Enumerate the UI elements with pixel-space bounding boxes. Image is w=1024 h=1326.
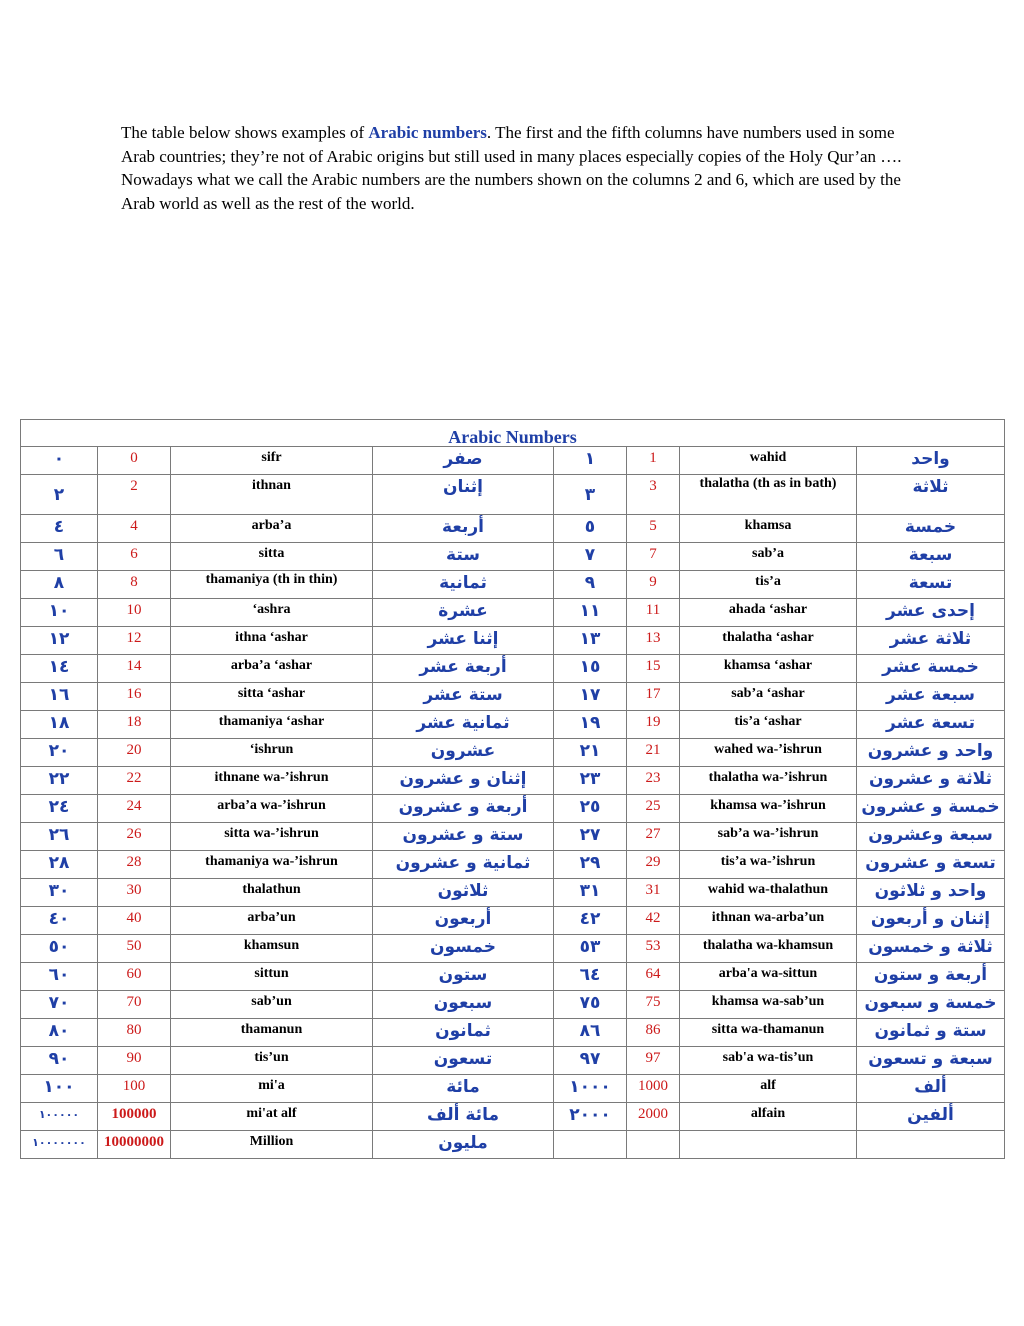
right-western-arabic-numeral: 42 [627,907,680,935]
right-eastern-arabic-numeral: ٦٤ [554,963,627,991]
left-western-arabic-numeral: 10 [98,599,171,627]
left-transliteration: thamaniya ‘ashar [171,711,373,739]
right-western-arabic-numeral: 27 [627,823,680,851]
left-transliteration: thalathun [171,879,373,907]
left-transliteration: sitta wa-’ishrun [171,823,373,851]
right-western-arabic-numeral: 1 [627,447,680,475]
left-arabic-word: إثنان و عشرون [373,767,554,795]
right-eastern-arabic-numeral: ٥٣ [554,935,627,963]
left-transliteration: tis’un [171,1047,373,1075]
left-eastern-arabic-numeral: ٩٠ [21,1047,98,1075]
right-transliteration: alfain [680,1103,857,1131]
intro-text-start: The table below shows examples of [121,123,369,142]
right-eastern-arabic-numeral: ٢٧ [554,823,627,851]
right-eastern-arabic-numeral: ٢٥ [554,795,627,823]
right-eastern-arabic-numeral: ٤٢ [554,907,627,935]
right-eastern-arabic-numeral: ١٩ [554,711,627,739]
table-row [21,851,1005,879]
right-transliteration: wahid wa-thalathun [680,879,857,907]
left-western-arabic-numeral: 100000 [98,1103,171,1131]
left-eastern-arabic-numeral: ٥٠ [21,935,98,963]
left-transliteration: thamanun [171,1019,373,1047]
table-row [21,823,1005,851]
arabic-numbers-table [20,419,1005,1159]
right-arabic-word: أربعة و ستون [857,963,1005,991]
left-arabic-word: ثمانون [373,1019,554,1047]
right-arabic-word: تسعة [857,571,1005,599]
left-arabic-word: ستة [373,543,554,571]
right-arabic-word: إحدى عشر [857,599,1005,627]
table-row [21,767,1005,795]
left-western-arabic-numeral: 6 [98,543,171,571]
table-row [21,571,1005,599]
left-transliteration: sittun [171,963,373,991]
left-western-arabic-numeral: 0 [98,447,171,475]
left-eastern-arabic-numeral: ٤٠ [21,907,98,935]
right-transliteration: thalatha (th as in bath) [680,475,857,515]
left-transliteration: sitta [171,543,373,571]
left-eastern-arabic-numeral: ٨ [21,571,98,599]
left-transliteration: ithnan [171,475,373,515]
right-transliteration: wahed wa-’ishrun [680,739,857,767]
right-transliteration: tis’a ‘ashar [680,711,857,739]
right-transliteration: sab’a [680,543,857,571]
table-row [21,1103,1005,1131]
right-western-arabic-numeral: 5 [627,515,680,543]
left-western-arabic-numeral: 50 [98,935,171,963]
left-eastern-arabic-numeral: ١٦ [21,683,98,711]
left-transliteration: mi'a [171,1075,373,1103]
right-arabic-word: ألفين [857,1103,1005,1131]
left-western-arabic-numeral: 16 [98,683,171,711]
right-transliteration: thalatha ‘ashar [680,627,857,655]
right-eastern-arabic-numeral: ٧٥ [554,991,627,1019]
left-arabic-word: تسعون [373,1047,554,1075]
left-western-arabic-numeral: 14 [98,655,171,683]
right-transliteration: ahada ‘ashar [680,599,857,627]
right-arabic-word: واحد و ثلاثون [857,879,1005,907]
table-title-row [21,420,1005,447]
right-arabic-word: سبعة وعشرون [857,823,1005,851]
left-transliteration: ‘ishrun [171,739,373,767]
right-western-arabic-numeral: 11 [627,599,680,627]
right-transliteration: sab’a ‘ashar [680,683,857,711]
left-transliteration: thamaniya wa-’ishrun [171,851,373,879]
table-row [21,683,1005,711]
table-row [21,711,1005,739]
right-eastern-arabic-numeral: ١٠٠٠ [554,1075,627,1103]
right-transliteration: sab'a wa-tis’un [680,1047,857,1075]
left-transliteration: sab’un [171,991,373,1019]
left-western-arabic-numeral: 70 [98,991,171,1019]
left-eastern-arabic-numeral: ٦ [21,543,98,571]
right-western-arabic-numeral: 31 [627,879,680,907]
right-arabic-word: ثلاثة [857,475,1005,515]
right-arabic-word: تسعة عشر [857,711,1005,739]
left-western-arabic-numeral: 4 [98,515,171,543]
left-western-arabic-numeral: 10000000 [98,1131,171,1159]
right-western-arabic-numeral: 1000 [627,1075,680,1103]
right-transliteration: alf [680,1075,857,1103]
left-eastern-arabic-numeral: ١٠ [21,599,98,627]
left-arabic-word: مائة ألف [373,1103,554,1131]
right-western-arabic-numeral: 21 [627,739,680,767]
table-title: Arabic Numbers [21,420,1005,447]
table-row [21,515,1005,543]
left-transliteration: arba’a wa-’ishrun [171,795,373,823]
right-arabic-word: سبعة [857,543,1005,571]
left-western-arabic-numeral: 22 [98,767,171,795]
right-western-arabic-numeral: 53 [627,935,680,963]
right-arabic-word [857,1131,1005,1159]
table-row [21,935,1005,963]
left-transliteration: sifr [171,447,373,475]
right-eastern-arabic-numeral: ٢١ [554,739,627,767]
table-row [21,739,1005,767]
left-eastern-arabic-numeral: ١٨ [21,711,98,739]
table-row [21,1019,1005,1047]
right-eastern-arabic-numeral: ٩٧ [554,1047,627,1075]
intro-highlight: Arabic numbers [368,123,487,142]
left-western-arabic-numeral: 100 [98,1075,171,1103]
left-transliteration: khamsun [171,935,373,963]
table-row [21,543,1005,571]
right-eastern-arabic-numeral: ١ [554,447,627,475]
left-arabic-word: أربعة [373,515,554,543]
left-western-arabic-numeral: 90 [98,1047,171,1075]
left-eastern-arabic-numeral: ١٠٠٠٠٠٠٠ [21,1131,98,1159]
left-transliteration: arba’a ‘ashar [171,655,373,683]
left-arabic-word: خمسون [373,935,554,963]
right-transliteration: khamsa wa-’ishrun [680,795,857,823]
left-transliteration: mi'at alf [171,1103,373,1131]
intro-paragraph [121,121,911,215]
table-row [21,627,1005,655]
left-arabic-word: أربعة و عشرون [373,795,554,823]
table-row [21,907,1005,935]
left-eastern-arabic-numeral: ١٢ [21,627,98,655]
left-western-arabic-numeral: 18 [98,711,171,739]
left-eastern-arabic-numeral: ٢٤ [21,795,98,823]
left-western-arabic-numeral: 2 [98,475,171,515]
right-transliteration: sab’a wa-’ishrun [680,823,857,851]
left-transliteration: sitta ‘ashar [171,683,373,711]
right-eastern-arabic-numeral: ٣ [554,475,627,515]
right-arabic-word: ثلاثة عشر [857,627,1005,655]
left-arabic-word: ثمانية عشر [373,711,554,739]
right-arabic-word: ثلاثة و خمسون [857,935,1005,963]
right-western-arabic-numeral: 15 [627,655,680,683]
table-row [21,1047,1005,1075]
right-western-arabic-numeral: 64 [627,963,680,991]
left-arabic-word: عشرة [373,599,554,627]
right-eastern-arabic-numeral: ١٥ [554,655,627,683]
left-eastern-arabic-numeral: ٢٦ [21,823,98,851]
table-row [21,963,1005,991]
left-arabic-word: ستون [373,963,554,991]
left-arabic-word: عشرون [373,739,554,767]
left-transliteration: arba’un [171,907,373,935]
left-western-arabic-numeral: 26 [98,823,171,851]
right-eastern-arabic-numeral: ١٧ [554,683,627,711]
right-arabic-word: سبعة عشر [857,683,1005,711]
left-arabic-word: ستة و عشرون [373,823,554,851]
right-western-arabic-numeral: 86 [627,1019,680,1047]
left-western-arabic-numeral: 28 [98,851,171,879]
right-western-arabic-numeral: 75 [627,991,680,1019]
left-eastern-arabic-numeral: ٤ [21,515,98,543]
table-row [21,599,1005,627]
left-eastern-arabic-numeral: ٢٠ [21,739,98,767]
right-eastern-arabic-numeral: ٥ [554,515,627,543]
right-western-arabic-numeral: 3 [627,475,680,515]
right-arabic-word: ثلاثة و عشرون [857,767,1005,795]
right-arabic-word: ألف [857,1075,1005,1103]
right-western-arabic-numeral: 13 [627,627,680,655]
right-eastern-arabic-numeral: ٢٣ [554,767,627,795]
left-arabic-word: أربعون [373,907,554,935]
left-eastern-arabic-numeral: ٧٠ [21,991,98,1019]
left-eastern-arabic-numeral: ٦٠ [21,963,98,991]
left-arabic-word: صفر [373,447,554,475]
right-transliteration: khamsa wa-sab’un [680,991,857,1019]
right-eastern-arabic-numeral: ٢٩ [554,851,627,879]
left-eastern-arabic-numeral: ٢٢ [21,767,98,795]
right-arabic-word: واحد و عشرون [857,739,1005,767]
table-row [21,475,1005,515]
right-western-arabic-numeral: 17 [627,683,680,711]
left-western-arabic-numeral: 12 [98,627,171,655]
left-transliteration: ithnane wa-’ishrun [171,767,373,795]
right-eastern-arabic-numeral: ٩ [554,571,627,599]
right-western-arabic-numeral [627,1131,680,1159]
left-arabic-word: أربعة عشر [373,655,554,683]
left-eastern-arabic-numeral: ١٤ [21,655,98,683]
right-eastern-arabic-numeral: ١٣ [554,627,627,655]
right-transliteration: ithnan wa-arba’un [680,907,857,935]
right-western-arabic-numeral: 9 [627,571,680,599]
left-arabic-word: سبعون [373,991,554,1019]
left-western-arabic-numeral: 60 [98,963,171,991]
table-row [21,655,1005,683]
left-arabic-word: ستة عشر [373,683,554,711]
right-western-arabic-numeral: 97 [627,1047,680,1075]
left-eastern-arabic-numeral: ٨٠ [21,1019,98,1047]
left-eastern-arabic-numeral: ٠ [21,447,98,475]
right-transliteration: arba'a wa-sittun [680,963,857,991]
left-western-arabic-numeral: 20 [98,739,171,767]
right-arabic-word: تسعة و عشرون [857,851,1005,879]
right-transliteration [680,1131,857,1159]
right-eastern-arabic-numeral: ٣١ [554,879,627,907]
right-eastern-arabic-numeral: ٢٠٠٠ [554,1103,627,1131]
table-row [21,1075,1005,1103]
right-transliteration: thalatha wa-khamsun [680,935,857,963]
right-eastern-arabic-numeral [554,1131,627,1159]
left-arabic-word: إثنا عشر [373,627,554,655]
left-arabic-word: ثلاثون [373,879,554,907]
right-arabic-word: خمسة و عشرون [857,795,1005,823]
right-eastern-arabic-numeral: ١١ [554,599,627,627]
right-eastern-arabic-numeral: ٨٦ [554,1019,627,1047]
left-eastern-arabic-numeral: ١٠٠ [21,1075,98,1103]
right-arabic-word: واحد [857,447,1005,475]
table-row [21,991,1005,1019]
table-row [21,795,1005,823]
right-transliteration: sitta wa-thamanun [680,1019,857,1047]
left-western-arabic-numeral: 80 [98,1019,171,1047]
right-western-arabic-numeral: 23 [627,767,680,795]
right-eastern-arabic-numeral: ٧ [554,543,627,571]
right-transliteration: tis’a [680,571,857,599]
table-row [21,879,1005,907]
right-western-arabic-numeral: 2000 [627,1103,680,1131]
right-arabic-word: سبعة و تسعون [857,1047,1005,1075]
right-western-arabic-numeral: 19 [627,711,680,739]
left-arabic-word: إثنان [373,475,554,515]
left-transliteration: thamaniya (th in thin) [171,571,373,599]
right-arabic-word: ستة و ثمانون [857,1019,1005,1047]
right-western-arabic-numeral: 25 [627,795,680,823]
left-western-arabic-numeral: 30 [98,879,171,907]
left-arabic-word: ثمانية و عشرون [373,851,554,879]
right-transliteration: tis’a wa-’ishrun [680,851,857,879]
left-western-arabic-numeral: 40 [98,907,171,935]
right-arabic-word: إثنان و أربعون [857,907,1005,935]
right-western-arabic-numeral: 29 [627,851,680,879]
intro-text-end: . The first and the fifth columns have numbers used in some Arab countries; they’re not of Arabic origins but still used in many places especially copies of the Holy Qur’an …. Nowadays what we call the Arabic numbers are the numbers shown on the columns 2 and 6, which are used by the Arab world as well as the rest of the world. [121,123,902,213]
left-transliteration: ‘ashra [171,599,373,627]
left-arabic-word: مليون [373,1131,554,1159]
left-eastern-arabic-numeral: ٢٨ [21,851,98,879]
left-western-arabic-numeral: 8 [98,571,171,599]
right-transliteration: thalatha wa-’ishrun [680,767,857,795]
left-eastern-arabic-numeral: ٢ [21,475,98,515]
left-transliteration: ithna ‘ashar [171,627,373,655]
right-transliteration: khamsa ‘ashar [680,655,857,683]
right-transliteration: khamsa [680,515,857,543]
left-eastern-arabic-numeral: ١٠٠٠٠٠ [21,1103,98,1131]
right-arabic-word: خمسة و سبعون [857,991,1005,1019]
right-arabic-word: خمسة [857,515,1005,543]
left-arabic-word: ثمانية [373,571,554,599]
left-arabic-word: مائة [373,1075,554,1103]
right-transliteration: wahid [680,447,857,475]
left-transliteration: Million [171,1131,373,1159]
table-row [21,447,1005,475]
right-western-arabic-numeral: 7 [627,543,680,571]
left-eastern-arabic-numeral: ٣٠ [21,879,98,907]
left-transliteration: arba’a [171,515,373,543]
left-western-arabic-numeral: 24 [98,795,171,823]
table-row [21,1131,1005,1159]
right-arabic-word: خمسة عشر [857,655,1005,683]
